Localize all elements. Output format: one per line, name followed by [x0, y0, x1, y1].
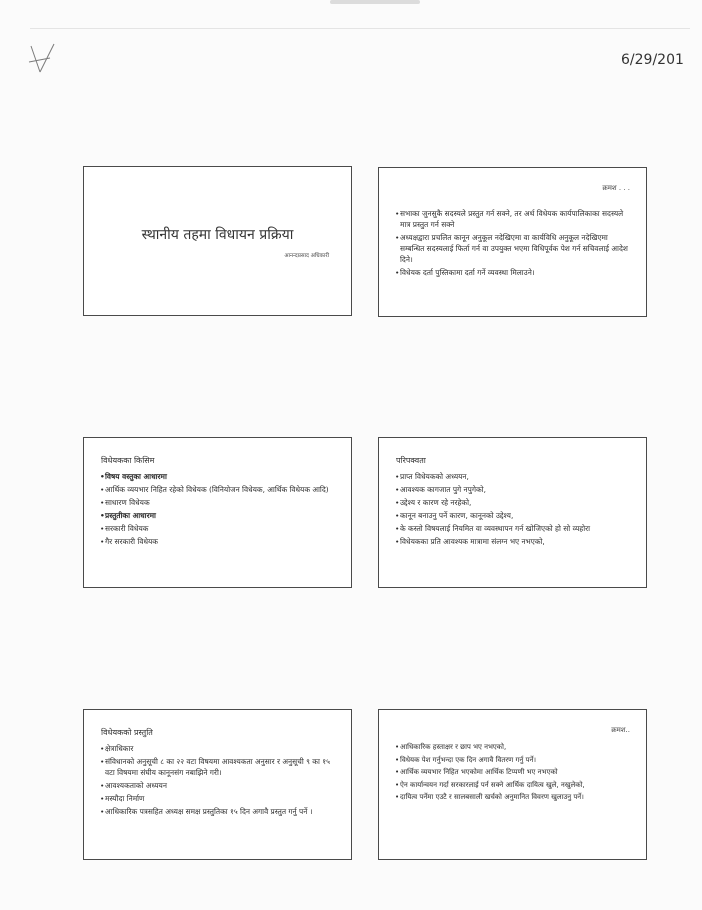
bullet-list [100, 471, 339, 549]
scan-smudge [330, 0, 420, 4]
list-item: • प्रस्तुतीका आधारमा [100, 510, 339, 521]
continued-label: क्रमश.. [611, 726, 630, 734]
list-item: • विधेयकका प्रति आवश्यक मात्रामा संलग्न भए नभएको, [395, 536, 634, 547]
list-item: • साधारण विधेयक [100, 497, 339, 508]
list-item: • विधेयक दर्ता पुस्तिकामा दर्ता गर्ने व्यवस्था मिलाउने। [395, 267, 634, 278]
slide-presentation-continued [378, 709, 647, 860]
slide-heading: विधेयकको प्रस्तुति [101, 728, 153, 737]
list-item: • ऐन कार्यान्वयन गर्दा सरकारलाई पर्न सक्ने आर्थिक दायित्व खुले, नखुलेको, [395, 780, 634, 791]
slide-title-text: स्थानीय तहमा विधायन प्रक्रिया [141, 227, 294, 243]
slide-title [83, 166, 352, 316]
list-item: • प्राप्त विधेयकको अध्ययन, [395, 471, 634, 482]
slide-procedure-continued [378, 167, 647, 317]
list-item: • आधिकारिक हस्ताक्षर र छाप भए नभएको, [395, 742, 634, 753]
list-item: • आवश्यक कागजात पुगे नपुगेको, [395, 484, 634, 495]
list-item: • आर्थिक व्ययभार निहित रहेको विधेयक (विनियोजन विधेयक, आर्थिक विधेयक आदि) [100, 484, 339, 495]
list-item: • उद्देश्य र कारण रहे नरहेको, [395, 497, 634, 508]
slide-heading: परिपक्वता [396, 456, 426, 465]
bullet-list [395, 208, 634, 280]
bullet-list [395, 742, 634, 805]
list-item: • मस्यौदा निर्माण [100, 793, 339, 804]
list-item: • आधिकारिक पत्रसहित अध्यक्ष समक्ष प्रस्तुतिका १५ दिन अगावै प्रस्तुत गर्नु पर्ने । [100, 806, 339, 817]
list-item: • आर्थिक व्ययभार निहित भएकोमा आर्थिक टिप्पणी भए नभएको [395, 767, 634, 778]
list-item: • अध्यक्षद्वारा प्रचलित कानून अनुकूल नदेखिएमा वा कार्यविधि अनुकूल नदेखिएमा सम्बन्धित सदस्यलाई फिर्ता गर्न वा उपयुक्त भएमा विधिपूर्वक पेश गर्न सचिवलाई आदेश दिने। [395, 232, 634, 265]
slide-maturity [378, 437, 647, 588]
slide-heading: विधेयकका किसिम [101, 456, 155, 465]
bullet-list [395, 471, 634, 549]
list-item: • कानून बनाउनु पर्ने कारण, कानूनको उद्देश्य, [395, 510, 634, 521]
slide-author: आनन्दप्रसाद अधिकारी [284, 253, 329, 259]
checkmark-icon [28, 40, 62, 76]
list-item: • संविधानको अनुसूची ८ का २२ वटा विषयमा आवश्यकता अनुसार र अनुसूची ९ का १५ वटा विषयमा संघीय कानूनसंग नबाझिने गरी। [100, 756, 339, 778]
continued-label: क्रमश . . . [602, 184, 630, 192]
page-top-rule [30, 28, 690, 29]
list-item: • गैर सरकारी विधेयक [100, 536, 339, 547]
list-item: • क्षेत्राधिकार [100, 743, 339, 754]
list-item: • विषय वस्तुका आधारमा [100, 471, 339, 482]
list-item: • के कस्तो विषयलाई नियमित वा व्यवस्थापन गर्न खोजिएको हो सो व्यहोरा [395, 523, 634, 534]
bullet-list [100, 743, 339, 819]
slide-bill-presentation [83, 709, 352, 860]
slide-bill-types [83, 437, 352, 588]
list-item: • सभाका जुनसुकै सदस्यले प्रस्तुत गर्न सक्ने, तर अर्थ विधेयक कार्यपालिकाका सदस्यले मात्र प्रस्तुत गर्न सक्ने [395, 208, 634, 230]
list-item: • दायित्व पर्नेमा एउटै र सालबसाली खर्चको अनुमानित विवरण खुलाउनु पर्ने। [395, 792, 634, 803]
list-item: • विधेयक पेश गर्नुभन्दा एक दिन अगावै वितरण गर्नु पर्ने। [395, 755, 634, 766]
list-item: • आवश्यकताको अध्ययन [100, 780, 339, 791]
list-item: • सरकारी विधेयक [100, 523, 339, 534]
print-date: 6/29/201 [621, 52, 684, 68]
